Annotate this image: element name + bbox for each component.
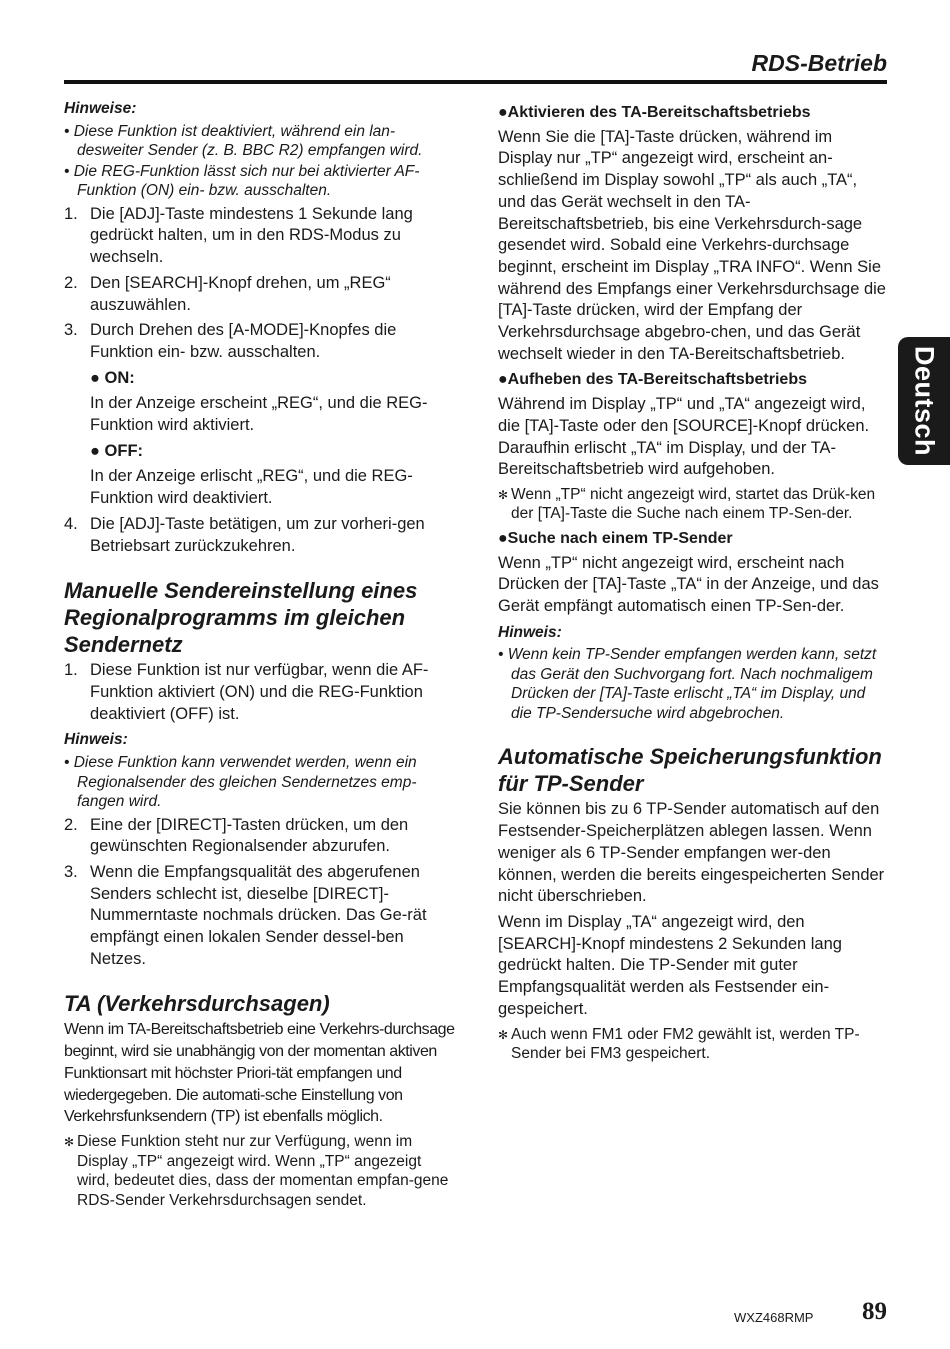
right-column xyxy=(498,102,888,1068)
auto-store-paragraph: Sie können bis zu 6 TP-Sender automatisch auf den Festsender-Speicherplätzen ablegen lassen. Wenn weniger als 6 TP-Sender empfangen wer-den können, werden die bereits eingespeicherten Sender nicht überschrieben. xyxy=(498,800,885,906)
tp-search-text: Wenn „TP“ nicht angezeigt wird, erscheint nach Drücken der [TA]-Taste „TA“ in der Anzeige, und das Gerät empfängt automatisch einen TP-Sen-der. xyxy=(498,553,879,616)
left-column xyxy=(64,98,456,1214)
step-text: Die [ADJ]-Taste mindestens 1 Sekunde lang gedrückt halten, um in den RDS-Modus zu wechseln. xyxy=(90,204,413,267)
on-text: In der Anzeige erscheint „REG“, und die REG-Funktion wird aktiviert. xyxy=(90,394,428,435)
step-item xyxy=(64,320,456,363)
hint-bullet: • Diese Funktion ist deaktiviert, während ein lan-desweiter Sender (z. B. BBC R2) empfangen wird. xyxy=(64,122,423,160)
section-heading-manual-tuning: Manuelle Sendereinstellung eines Regionalprogramms im gleichen Sendernetz xyxy=(64,578,418,658)
step-number: 2. xyxy=(64,273,78,292)
ta-paragraph: Wenn im TA-Bereitschaftsbetrieb eine Verkehrs-durchsage beginnt, wird sie unabhängig von der momentan aktiven Funktionsart mit höchster Priori-tät empfangen und wiedergegeben. Die automati-sche Einstellung von Verkehrsfunksendern (TP) ist ebenfalls möglich. xyxy=(64,1021,455,1126)
asterisk-icon: ✻ xyxy=(498,1027,509,1042)
asterisk-icon: ✻ xyxy=(498,487,509,502)
off-heading: ● OFF: xyxy=(90,441,144,460)
page-number: 89 xyxy=(862,1298,887,1325)
hint-heading: Hinweis: xyxy=(64,731,128,749)
auto-store-footnote xyxy=(498,1025,888,1064)
section-heading-ta: TA (Verkehrsdurchsagen) xyxy=(64,991,330,1017)
ta-footnote xyxy=(64,1132,456,1210)
step-text: Wenn die Empfangsqualität des abgerufenen Senders schlecht ist, dieselbe [DIRECT]-Nummerntaste nochmals drücken. Das Ge-rät empfängt einen lokalen Sender dessel-ben Netzes. xyxy=(90,862,427,968)
step-text: Die [ADJ]-Taste betätigen, um zur vorheri-gen Betriebsart zurückzukehren. xyxy=(90,514,425,555)
cancel-ta-text: Während im Display „TP“ und „TA“ angezeigt wird, die [TA]-Taste oder den [SOURCE]-Knopf drücken. Daraufhin erlischt „TA“ im Display, und der TA-Bereitschaftsbetrieb wird aufgehoben. xyxy=(498,395,870,479)
step-item xyxy=(64,204,456,269)
step-item xyxy=(64,660,456,725)
step-item xyxy=(64,273,456,316)
step-text: Den [SEARCH]-Knopf drehen, um „REG“ auszuwählen. xyxy=(90,273,391,314)
step-number: 3. xyxy=(64,321,78,340)
step-text: Durch Drehen des [A-MODE]-Knopfes die Funktion ein- bzw. ausschalten. xyxy=(90,321,397,361)
asterisk-icon: ✻ xyxy=(64,1135,75,1149)
step-number: 4. xyxy=(64,514,78,533)
on-heading: ● ON: xyxy=(90,368,135,387)
footer-model-code: WXZ468RMP xyxy=(734,1310,814,1325)
header-rule xyxy=(64,80,887,84)
subheading-activate-ta: ●Aktivieren des TA-Bereitschaftsbetriebs xyxy=(498,104,811,121)
language-tab xyxy=(898,337,950,465)
footnote-text: Wenn „TP“ nicht angezeigt wird, startet das Drük-ken der [TA]-Taste die Suche nach einem TP-Sen-der. xyxy=(511,485,876,523)
step-item xyxy=(64,815,456,858)
section-heading-auto-store: Automatische Speicherungsfunktion für TP-Sender xyxy=(498,744,882,797)
step-number: 3. xyxy=(64,862,78,881)
step-text: Diese Funktion ist nur verfügbar, wenn die AF-Funktion aktiviert (ON) und die REG-Funktion deaktiviert (OFF) ist. xyxy=(90,661,429,723)
hints-heading: Hinweise: xyxy=(64,100,137,117)
step-item xyxy=(64,862,456,971)
step-item xyxy=(64,514,456,557)
hint-bullet: • Wenn kein TP-Sender empfangen werden kann, setzt das Gerät den Suchvorgang fort. Nach nochmaligem Drücken der [TA]-Taste erlischt „TA“ im Display, und die TP-Sendersuche wird abgebrochen. xyxy=(498,646,877,722)
activate-ta-text: Wenn Sie die [TA]-Taste drücken, während im Display nur „TP“ angezeigt wird, erscheint an-schließend im Display sowohl „TP“ als auch „TA“, und das Gerät wechselt in den TA-Bereitschaftsbetrieb, bis eine Verkehrsdurch-sage gesendet wird. Sobald eine Verkehrs-durchsage beginnt, erscheint im Display „TRA INFO“. Wenn Sie während des Empfangs einer Verkehrsdurchsage die [TA]-Taste drücken, wird der Empfang der Verkehrsdurchsage abgebro-chen, und das Gerät wechselt wieder in den TA-Bereitschaftsbetrieb. xyxy=(498,127,886,363)
header-title: RDS-Betrieb xyxy=(751,50,887,76)
step-number: 1. xyxy=(64,204,78,223)
step-number: 1. xyxy=(64,661,78,680)
auto-store-paragraph: Wenn im Display „TA“ angezeigt wird, den [SEARCH]-Knopf mindestens 2 Sekunden lang gedrückt halten. Die TP-Sender mit guter Empfangsqualität werden als Festsender ein-gespeichert. xyxy=(498,912,842,1018)
footnote-text: Diese Funktion steht nur zur Verfügung, wenn im Display „TP“ angezeigt wird. Wenn „TP“ angezeigt wird, bedeutet dies, dass der momentan empfan-gene RDS-Sender Verkehrsdurchsagen sendet. xyxy=(77,1133,449,1209)
hint-heading: Hinweis: xyxy=(498,623,562,641)
hint-bullet: • Diese Funktion kann verwendet werden, wenn ein Regionalsender des gleichen Sendernetzes emp-fangen wird. xyxy=(64,754,417,811)
step-number: 2. xyxy=(64,815,78,834)
subheading-tp-search: ●Suche nach einem TP-Sender xyxy=(498,529,733,547)
step-text: Eine der [DIRECT]-Tasten drücken, um den gewünschten Regionalsender abzurufen. xyxy=(90,815,409,856)
hint-bullet: • Die REG-Funktion lässt sich nur bei aktivierter AF-Funktion (ON) ein- bzw. ausschalten. xyxy=(64,162,420,200)
language-tab-label: Deutsch xyxy=(909,345,940,457)
footnote-text: Auch wenn FM1 oder FM2 gewählt ist, werden TP-Sender bei FM3 gespeichert. xyxy=(511,1025,860,1062)
off-text: In der Anzeige erlischt „REG“, und die REG-Funktion wird deaktiviert. xyxy=(90,467,413,508)
cancel-ta-footnote xyxy=(498,485,888,524)
subheading-cancel-ta: ●Aufheben des TA-Bereitschaftsbetriebs xyxy=(498,371,807,389)
